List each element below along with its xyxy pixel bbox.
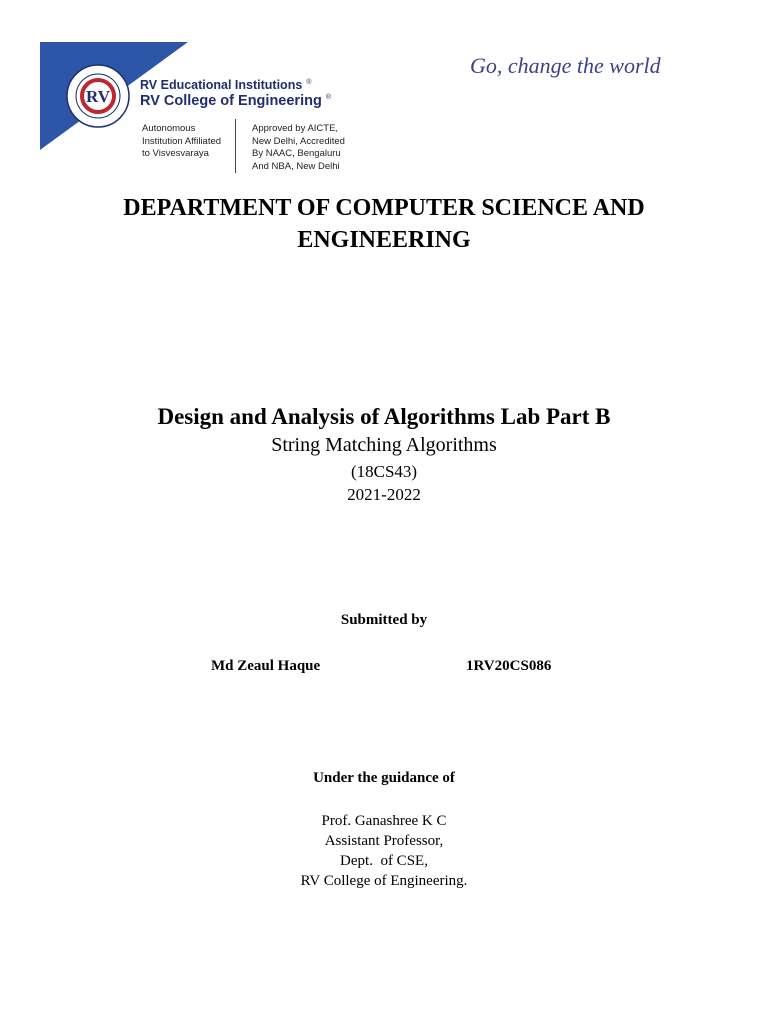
affiliation-line: Autonomous [142, 123, 196, 134]
seal-initials: RV [86, 87, 110, 106]
accreditation-line: Approved by AICTE, [252, 123, 339, 134]
accreditation-line: By NAAC, Bengaluru [252, 148, 341, 159]
college-name [140, 93, 331, 109]
accreditation-line: New Delhi, Accredited [252, 135, 345, 147]
accreditation-line: And NBA, New Delhi [252, 160, 340, 172]
guide-line: Dept. of CSE, [340, 853, 428, 869]
registered-mark: ® [306, 78, 312, 86]
org-name [140, 78, 311, 92]
guidance-label: Under the guidance of [313, 770, 455, 786]
college-name-text: RV College of Engineering [140, 93, 322, 109]
affiliation-line: Institution Affiliated [142, 135, 222, 147]
guide-line: RV College of Engineering. [300, 873, 468, 889]
registered-mark: ® [325, 94, 331, 102]
accreditation-info [252, 123, 362, 173]
guide-line: Prof. Ganashree K C [321, 813, 447, 829]
topic-title: String Matching Algorithms [271, 434, 497, 456]
tagline: Go, change the world [470, 53, 661, 78]
affiliation-info [142, 123, 232, 159]
guide-line: Assistant Professor, [324, 833, 444, 849]
course-code: (18CS43) [350, 462, 418, 481]
department-title: DEPARTMENT OF COMPUTER SCIENCE AND ENGINEERING [123, 195, 645, 253]
college-seal-logo [66, 64, 130, 128]
academic-year: 2021-2022 [347, 485, 421, 504]
guide-details [84, 811, 684, 891]
course-title: Design and Analysis of Algorithms Lab Part B [157, 404, 611, 429]
org-name-text: RV Educational Institutions [140, 78, 303, 92]
header-divider [235, 119, 236, 173]
submitted-by-label: Submitted by [340, 612, 428, 628]
student-usn: 1RV20CS086 [466, 658, 552, 674]
student-name: Md Zeaul Haque [211, 658, 321, 674]
affiliation-line: to Visvesvaraya [142, 148, 209, 159]
